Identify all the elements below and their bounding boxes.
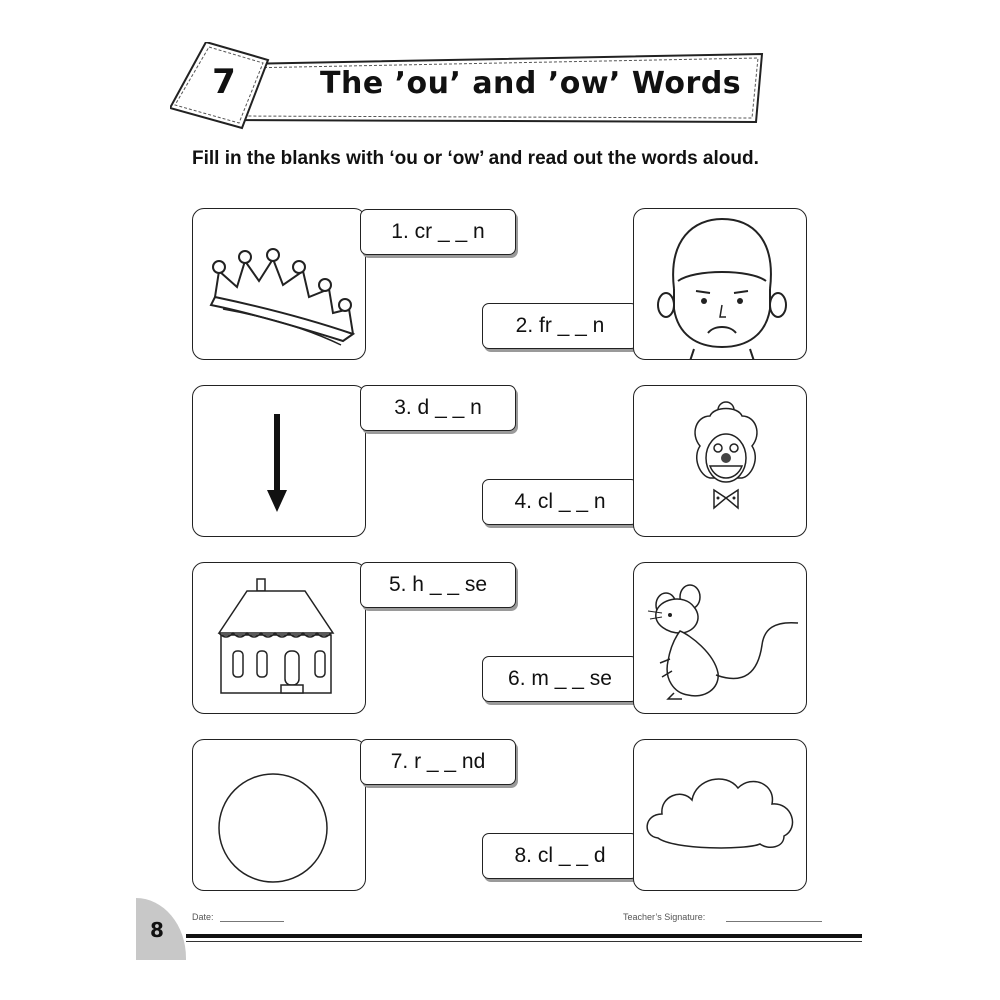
picture-box-clown bbox=[633, 385, 807, 537]
exercise-label: 3. d _ _ n bbox=[360, 385, 516, 431]
page-title: The ’ou’ and ’ow’ Words bbox=[320, 66, 742, 101]
exercise-label: 8. cl _ _ d bbox=[482, 833, 638, 879]
frowning-boy-icon bbox=[634, 209, 807, 360]
title-banner bbox=[170, 42, 770, 132]
picture-box-crown bbox=[192, 208, 366, 360]
exercise-label: 6. m _ _ se bbox=[482, 656, 638, 702]
footer-rule-thin bbox=[186, 941, 862, 942]
picture-box-round bbox=[192, 739, 366, 891]
crown-icon bbox=[193, 209, 366, 360]
exercise-label: 7. r _ _ nd bbox=[360, 739, 516, 785]
cloud-icon bbox=[634, 740, 807, 891]
date-label: Date: bbox=[192, 912, 214, 922]
picture-box-house bbox=[192, 562, 366, 714]
picture-box-frown bbox=[633, 208, 807, 360]
chapter-number: 7 bbox=[212, 62, 236, 102]
exercise-label: 2. fr _ _ n bbox=[482, 303, 638, 349]
signature-line bbox=[726, 921, 822, 922]
page-number: 8 bbox=[150, 918, 164, 942]
picture-box-mouse bbox=[633, 562, 807, 714]
picture-box-down bbox=[192, 385, 366, 537]
mouse-icon bbox=[634, 563, 807, 714]
house-icon bbox=[193, 563, 366, 714]
exercise-label: 5. h _ _ se bbox=[360, 562, 516, 608]
circle-icon bbox=[193, 740, 366, 891]
signature-label: Teacher’s Signature: bbox=[623, 912, 706, 922]
exercise-label: 4. cl _ _ n bbox=[482, 479, 638, 525]
footer-rule-thick bbox=[186, 934, 862, 938]
down-arrow-icon bbox=[193, 386, 366, 537]
clown-icon bbox=[634, 386, 807, 537]
exercise-label: 1. cr _ _ n bbox=[360, 209, 516, 255]
picture-box-cloud bbox=[633, 739, 807, 891]
instructions-text: Fill in the blanks with ‘ou or ‘ow’ and read out the words aloud. bbox=[192, 148, 759, 169]
date-line bbox=[220, 921, 284, 922]
